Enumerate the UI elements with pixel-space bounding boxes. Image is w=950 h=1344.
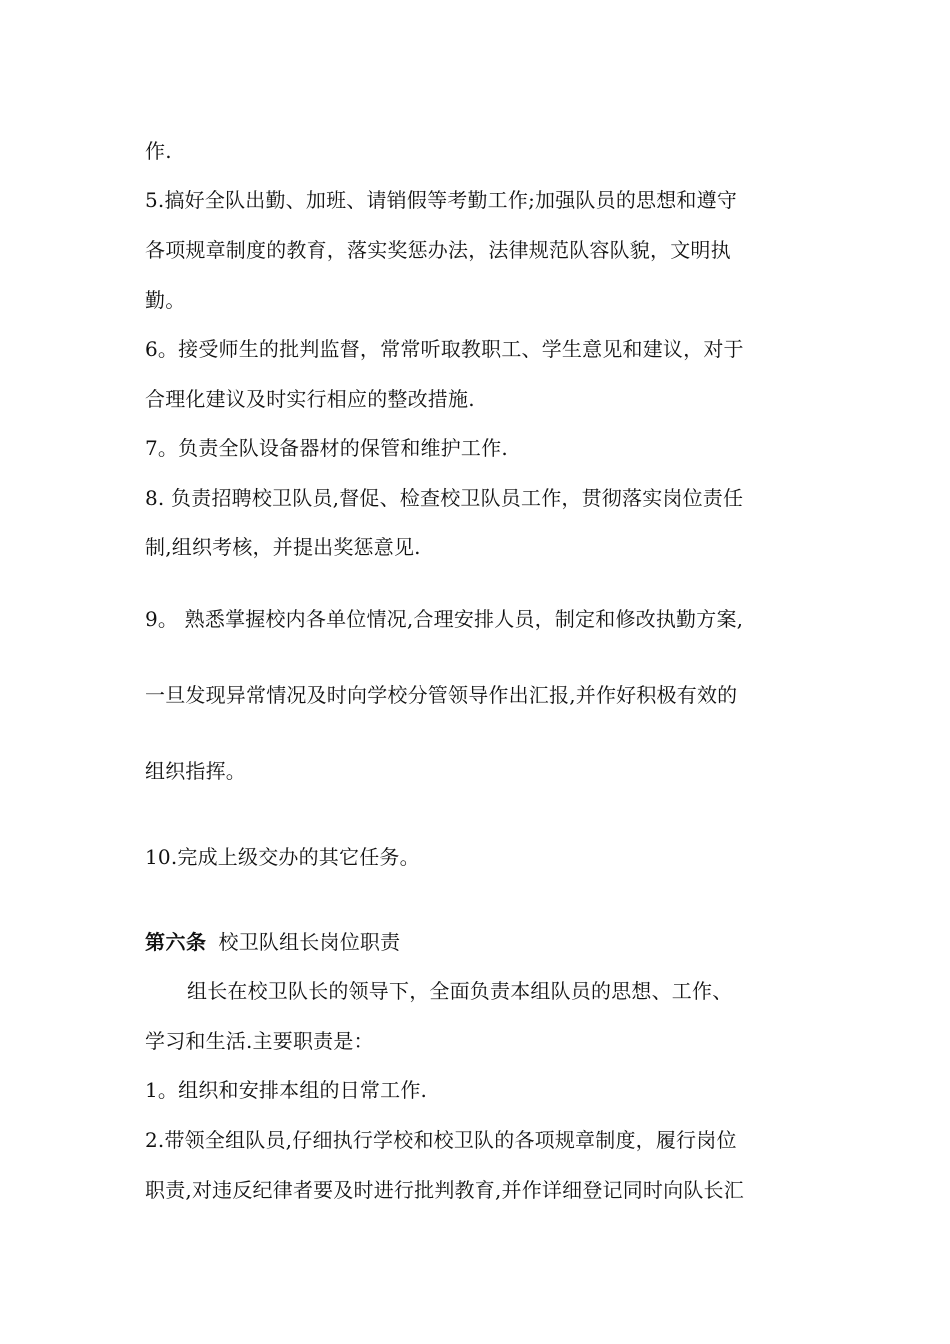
text-line: 2.带领全组队员,仔细执行学校和校卫队的各项规章制度，履行岗位 bbox=[145, 1128, 737, 1152]
text-line: 10.完成上级交办的其它任务。 bbox=[145, 845, 420, 869]
text-line: 8. 负责招聘校卫队员,督促、检查校卫队员工作，贯彻落实岗位责任 bbox=[145, 486, 744, 510]
text-line: 职责,对违反纪律者要及时进行批判教育,并作详细登记同时向队长汇 bbox=[145, 1178, 744, 1202]
text-line: 1。组织和安排本组的日常工作. bbox=[145, 1078, 428, 1102]
section-title: 校卫队组长岗位职责 bbox=[218, 930, 401, 954]
text-line: 6。接受师生的批判监督，常常听取教职工、学生意见和建议，对于 bbox=[145, 337, 744, 361]
text-line: 7。负责全队设备器材的保管和维护工作. bbox=[145, 436, 508, 460]
text-line: 9。 熟悉掌握校内各单位情况,合理安排人员，制定和修改执勤方案, bbox=[145, 607, 744, 631]
text-line: 一旦发现异常情况及时向学校分管领导作出汇报,并作好积极有效的 bbox=[145, 683, 738, 707]
text-line: 勤。 bbox=[145, 288, 186, 312]
text-line: 各项规章制度的教育，落实奖惩办法，法律规范队容队貌，文明执 bbox=[145, 238, 731, 262]
section-number: 第六条 bbox=[145, 930, 207, 954]
text-line: 组织指挥。 bbox=[145, 759, 246, 783]
text-line: 组长在校卫队长的领导下，全面负责本组队员的思想、工作、 bbox=[187, 979, 733, 1003]
section-heading bbox=[145, 928, 810, 956]
text-line: 5.搞好全队出勤、加班、请销假等考勤工作;加强队员的思想和遵守 bbox=[145, 188, 738, 212]
text-line: 制,组织考核，并提出奖惩意见. bbox=[145, 535, 421, 559]
text-line: 合理化建议及时实行相应的整改措施. bbox=[145, 387, 475, 411]
text-line: 作. bbox=[145, 139, 172, 163]
text-line: 学习和生活.主要职责是： bbox=[145, 1029, 374, 1053]
